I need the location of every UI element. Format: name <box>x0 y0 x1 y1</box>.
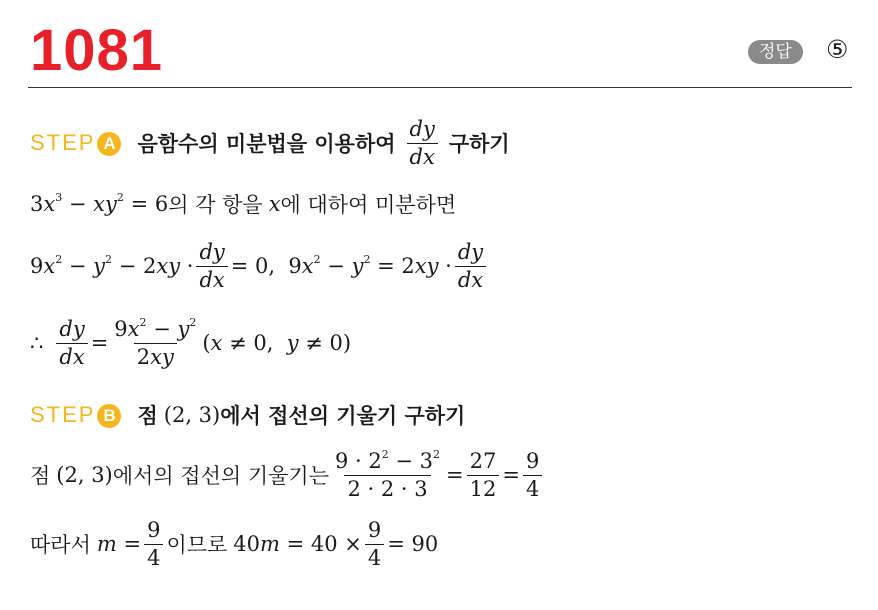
step-a-title: 음함수의 미분법을 이용하여 <box>137 132 396 156</box>
answer-badge: 정답 <box>748 40 803 64</box>
step-b-letter-icon: B <box>97 404 121 428</box>
equation-line-5: 따라서 m = $\frac{9}{4}$ 이므로 40m = 40 × $\frac{9}{4}$ = 90 <box>30 518 439 570</box>
equation-line-3: ∴ $\frac{dy}{dx}$ = $\frac{9x^2 - y^2}{2xy}$ (x ≠ 0, y ≠ 0) <box>30 316 352 369</box>
step-a-title-end: 구하기 <box>448 132 510 156</box>
answer-value: ⑤ <box>826 35 849 64</box>
equation-line-4: 점 (2, 3) 에서의 접선의 기울기는 $\frac{9 \cdot 2^2 - 3^2}{2 \cdot 2 \cdot 3}$ = $\frac{27}{12}$ = $\frac{9}{4}$ <box>30 444 545 506</box>
step-a-fraction: $\frac{dy}{dx}$ <box>407 117 438 168</box>
step-b-label: STEP B <box>30 402 121 428</box>
step-b-heading: STEP B 점 (2, 3) 에서 접선의 기울기 구하기 <box>30 402 466 428</box>
step-a-letter-icon: A <box>97 132 121 156</box>
equation-line-2: $9x^2 - y^2 - 2xy$ · $\frac{dy}{dx}$ = 0, $9x^2 - y^2 = 2xy$ · $\frac{dy}{dx}$ <box>30 236 489 296</box>
header-divider <box>28 87 852 88</box>
problem-number: 1081 <box>30 18 164 83</box>
step-a-heading <box>30 116 510 170</box>
equation-line-1: $3x^3 - xy^2 = 6$ 의 각 항을 x 에 대하여 미분하면 <box>30 191 457 217</box>
step-a-label: STEP A <box>30 130 121 156</box>
